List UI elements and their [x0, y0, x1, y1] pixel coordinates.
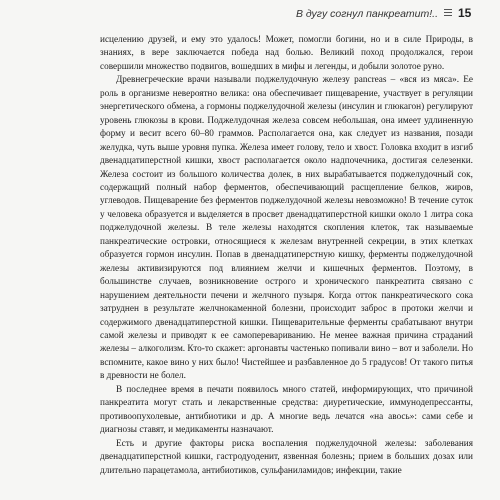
page-header	[0, 0, 500, 26]
paragraph: В последнее время в печати появилось много статей, информирующих, что причиной панкреатита могут стать и лекарственные средства: диуретические, иммунодепрессанты, противоопухолевые, антибиотики и др. А многие ведь лечатся «на авось»: сами себе и диагнозы ставят, и медикаменты назначают.	[100, 384, 473, 436]
paragraph: исцелению друзей, и ему это удалось! Может, помогли богини, но и в силе Природы, в знаниях, в вере заключается победа над болью. Великий поход продолжался, герои совершили множество подвигов, вошедших в мифы и легенды, и добыли золотое руно.	[100, 35, 473, 72]
header-separator-icon	[444, 9, 452, 17]
running-title: В дугу согнул панкреатит!..	[295, 8, 438, 20]
page-number: 15	[458, 6, 472, 20]
body-text	[100, 34, 473, 478]
paragraph: Есть и другие факторы риска воспаления поджелудочной железы: заболевания двенадцатиперстной кишки, гастродуоденит, язвенная болезнь; прием в больших дозах или длительно парацетамола, антибиотиков, сульфаниламидов; инфекции, такие	[100, 438, 473, 476]
paragraph: Древнегреческие врачи называли поджелудочную железу pancreas – «вся из мяса». Ее роль в организме невероятно велика: она обеспечивает пищеварение, участвует в регуляции энергетического обмена, а гормоны поджелудочной железы (инсулин и глюкагон) регулируют уровень глюкозы в крови. Поджелудочная железа совсем небольшая, она имеет удлиненную форму и весит всего 60–80 граммов. Располагается она, как следует из названия, позади желудка, чуть выше уровня пупка. Железа имеет голову, тело и хвост. Головка входит в изгиб двенадцатиперстной кишки, хвост располагается около надпочечника, достигая селезенки. Железа состоит из большого количества долек, в них вырабатывается поджелудочный сок, содержащий полный набор ферментов, обеспечивающий расщепление белков, жиров, углеводов. Пищеварение без ферментов поджелудочной железы невозможно! В течение суток у человека образуется и выделяется в просвет двенадцатиперстной кишки около 1 литра сока поджелудочной железы. В теле железы находятся скопления клеток, так называемые панкреатические островки, относящиеся к железам внутренней секреции, в этих клетках образуется гормон инсулин. Попав в двенадцатиперстную кишку, ферменты поджелудочной железы активизируются под влиянием желчи и кишечных ферментов. Поэтому, в большинстве случаев, возникновение острого и хронического панкреатита связано с нарушением деятельности печени и желчного пузыря. Когда отток панкреатического сока затруднен в результате желчнокаменной болезни, происходит заброс в протоки желчи и содержимого двенадцатиперстной кишки. Пищеварительные ферменты срабатывают внутри самой железы и приводят к ее самоперевариванию. Не менее важная причина страданий железы – алкоголизм. Кто-то скажет: аргонавты частенько попивали вино – вот и заболели. Но вспомните, какое вино у них было! Чистейшее и разбавленное до 5 градусов! От такого питья в древности не болел.	[100, 75, 473, 382]
